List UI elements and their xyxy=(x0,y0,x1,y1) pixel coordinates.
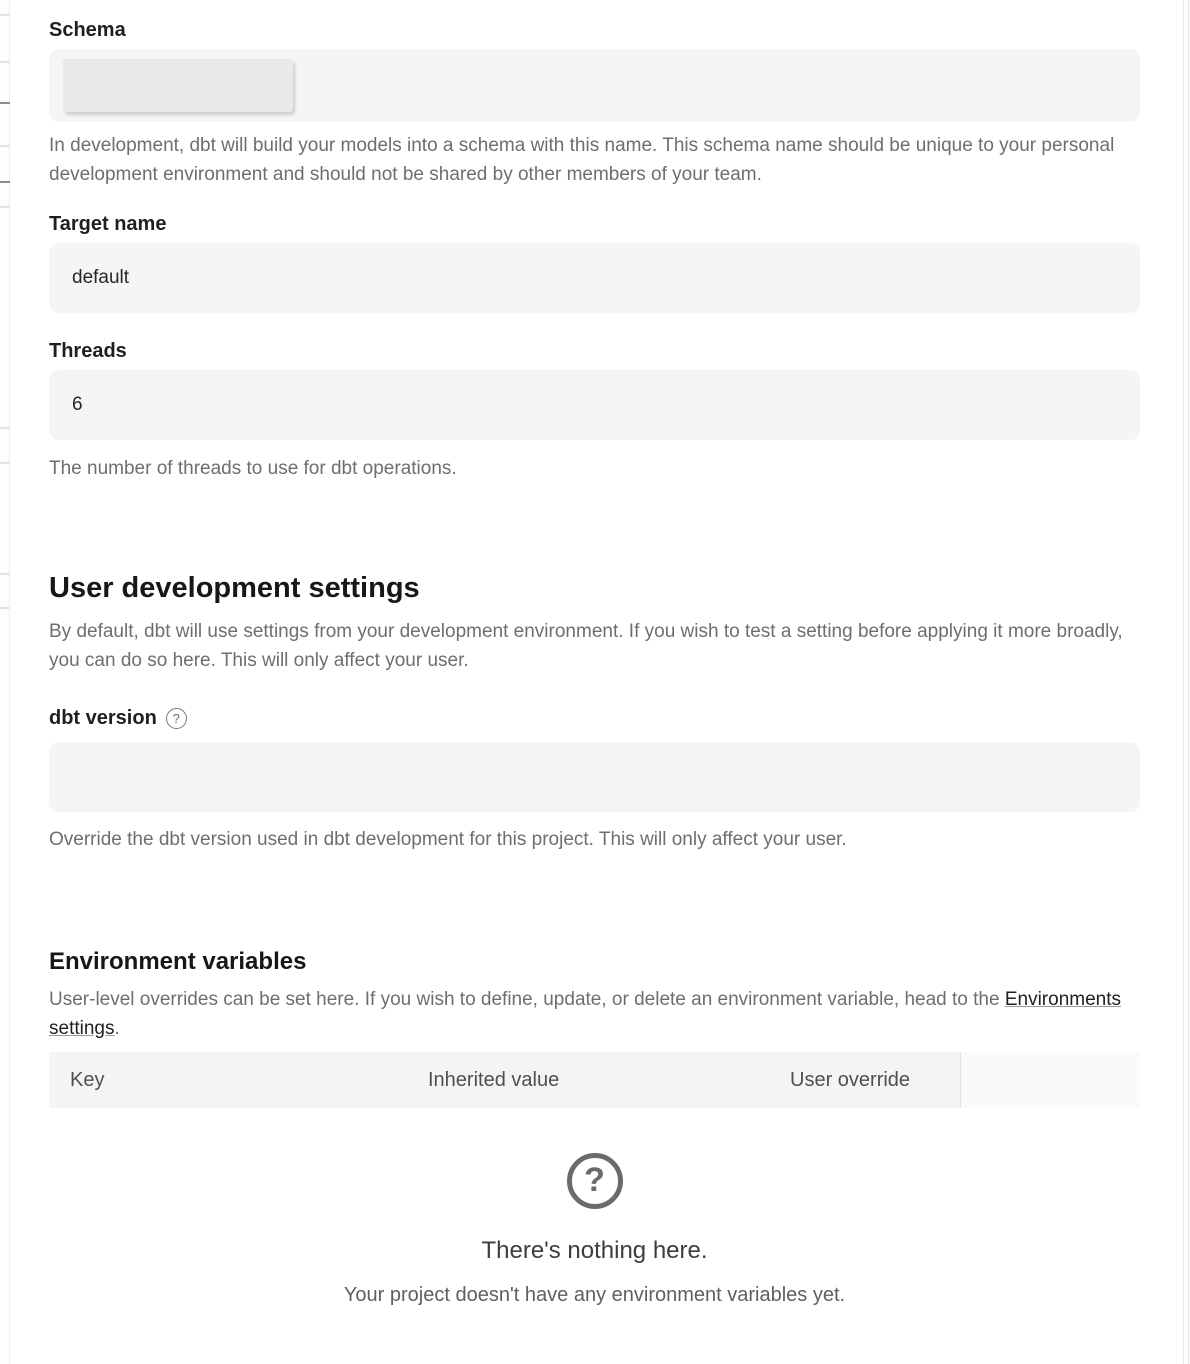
column-header-key: Key xyxy=(70,1068,105,1091)
env-variables-empty-state xyxy=(49,1153,1140,1308)
left-edge-panel xyxy=(0,0,10,1364)
column-header-inherited-value: Inherited value xyxy=(428,1068,560,1091)
empty-state-title: There's nothing here. xyxy=(481,1237,708,1264)
threads-help-text: The number of threads to use for dbt operations. xyxy=(49,458,457,479)
dbt-version-help-text: Override the dbt version used in dbt development for this project. This will only affect your user. xyxy=(49,829,847,850)
column-header-actions xyxy=(960,1052,1140,1108)
question-circle-icon: ? xyxy=(567,1153,623,1209)
question-circle-icon[interactable]: ? xyxy=(166,708,187,729)
target-name-field xyxy=(49,213,1140,313)
user-development-settings-description: By default, dbt will use settings from your development environment. If you wish to test a setting before applying it more broadly, you can do so here. This will only affect your user. xyxy=(49,621,1123,671)
schema-loading-skeleton xyxy=(63,59,293,112)
empty-state-subtitle: Your project doesn't have any environment variables yet. xyxy=(343,1284,846,1306)
threads-input[interactable] xyxy=(49,370,1140,440)
left-edge-tick xyxy=(0,573,10,575)
left-edge-tick xyxy=(0,14,10,16)
left-edge-tick xyxy=(0,462,10,464)
dbt-version-input[interactable] xyxy=(49,742,1140,812)
env-variables-table-header xyxy=(49,1052,1140,1108)
threads-field xyxy=(49,340,1140,483)
left-edge-tick xyxy=(0,102,10,104)
column-header-user-override: User override xyxy=(790,1068,911,1091)
environments-settings-link[interactable]: Environments settings xyxy=(49,989,1122,1039)
user-development-settings-title: User development settings xyxy=(49,572,420,604)
left-edge-tick xyxy=(0,61,10,63)
schema-help-text: In development, dbt will build your models into a schema with this name. This schema name should be unique to your personal development environment and should not be shared by other members of your team. xyxy=(49,135,1115,185)
dbt-version-label xyxy=(49,707,1140,730)
left-edge-tick xyxy=(0,607,10,609)
dbt-version-label-text: dbt version xyxy=(49,707,157,729)
schema-label: Schema xyxy=(49,19,126,41)
threads-label: Threads xyxy=(49,340,127,362)
env-description-suffix: . xyxy=(114,1018,120,1039)
left-edge-tick xyxy=(0,145,10,147)
env-description-prefix: User-level overrides can be set here. If you wish to define, update, or delete an environment variable, head to the xyxy=(49,989,1005,1010)
left-edge-tick xyxy=(0,206,10,208)
schema-input[interactable] xyxy=(49,49,1140,122)
target-name-label: Target name xyxy=(49,213,167,235)
schema-field xyxy=(49,19,1140,189)
environment-variables-description xyxy=(49,985,1140,1043)
scrollbar-gutter xyxy=(1183,0,1189,1364)
dbt-version-field xyxy=(49,707,1140,854)
environment-variables-title: Environment variables xyxy=(49,948,307,975)
left-edge-tick xyxy=(0,181,10,183)
left-edge-tick xyxy=(0,427,10,429)
target-name-input[interactable] xyxy=(49,243,1140,313)
